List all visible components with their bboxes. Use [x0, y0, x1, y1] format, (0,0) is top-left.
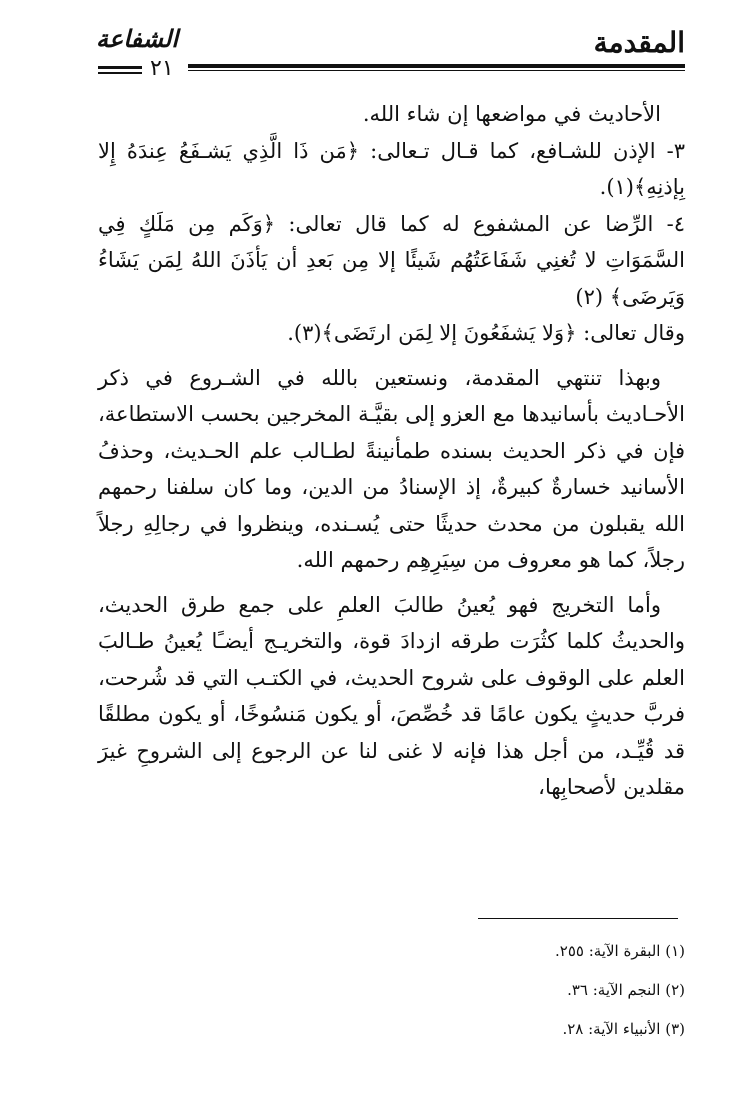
- running-head-title: المقدمة: [593, 26, 685, 59]
- footnote: (٣) الأنبياء الآية: ٢٨.: [562, 1020, 685, 1038]
- footnotes: [98, 932, 685, 1049]
- paragraph: الأحاديث في مواضعها إن شاء الله.: [362, 102, 661, 126]
- paragraph: وقال تعالى: ﴿وَلا يَشفَعُونَ إلا لِمَن ارتَضَى﴾(٣).: [287, 321, 685, 345]
- header-rule: [188, 64, 685, 68]
- page-number: ٢١: [150, 56, 174, 81]
- header-rule-left-thin: [98, 72, 142, 74]
- running-head-book-title: الشفاعة: [96, 24, 179, 53]
- main-text: [98, 96, 685, 806]
- list-item-3: ٣- الإذن للشـافع، كما قـال تـعالى: ﴿مَن ذَا الَّذِي يَشـفَعُ عِندَهُ إِلا بِإذنِهِ﴾(١).: [98, 138, 685, 199]
- header-rule-left: [98, 66, 142, 69]
- footnote: (١) البقرة الآية: ٢٥٥.: [554, 942, 685, 960]
- paragraph: وبهذا تنتهي المقدمة، ونستعين بالله في الشـروع في ذكر الأحـاديث بأسانيدها مع العزو إلى بقيَّـة المخرجين بحسب الاستطاعة، فإن في ذكر الحديث بسنده طمأنينةً لطـالب علم الحـديث، وحذفُ الأسانيد خسارةٌ كبيرةٌ، إذ الإسنادُ من الدين، وما كان سلفنا رحمهم الله يقبلون من محدث حديثًا حتى يُسـنده، وينظروا في رجالِهِ رجلاً رجلاً، كما هو معروف من سِيَرِهِم رحمهم الله.: [98, 365, 685, 572]
- footnote: (٢) النجم الآية: ٣٦.: [567, 981, 685, 999]
- footnote-separator: [478, 918, 678, 919]
- paragraph: وأما التخريج فهو يُعينُ طالبَ العلمِ على جمع طرق الحديث، والحديثُ كلما كثُرَت طرقه ازدادَ قوة، والتخريـج أيضـًا يُعينُ طـالبَ العلم على الوقوف على شروح الحديث، في الكتـب التي قد شُرحت، فربَّ حديثٍ يكون عامًا قد خُصِّصَ، أو يكون مَنسُوخًا، أو يكون مطلقًا قد قُيِّـد، من أجل هذا فإنه لا غنى لنا عن الرجوع إلى الشروحِ غيرَ مقلدين لأصحابِها،: [98, 592, 685, 799]
- list-item-4: ٤- الرِّضا عن المشفوع له كما قال تعالى: ﴿وَكَم مِن مَلَكٍ فِي السَّمَوَاتِ لا تُغنِي شَفَاعَتُهُم شَيئًا إلا مِن بَعدِ أن يَأذَنَ اللهُ لِمَن يَشَاءُ وَيَرضَى﴾ (٢): [98, 211, 685, 309]
- header-rule-thin: [188, 70, 685, 71]
